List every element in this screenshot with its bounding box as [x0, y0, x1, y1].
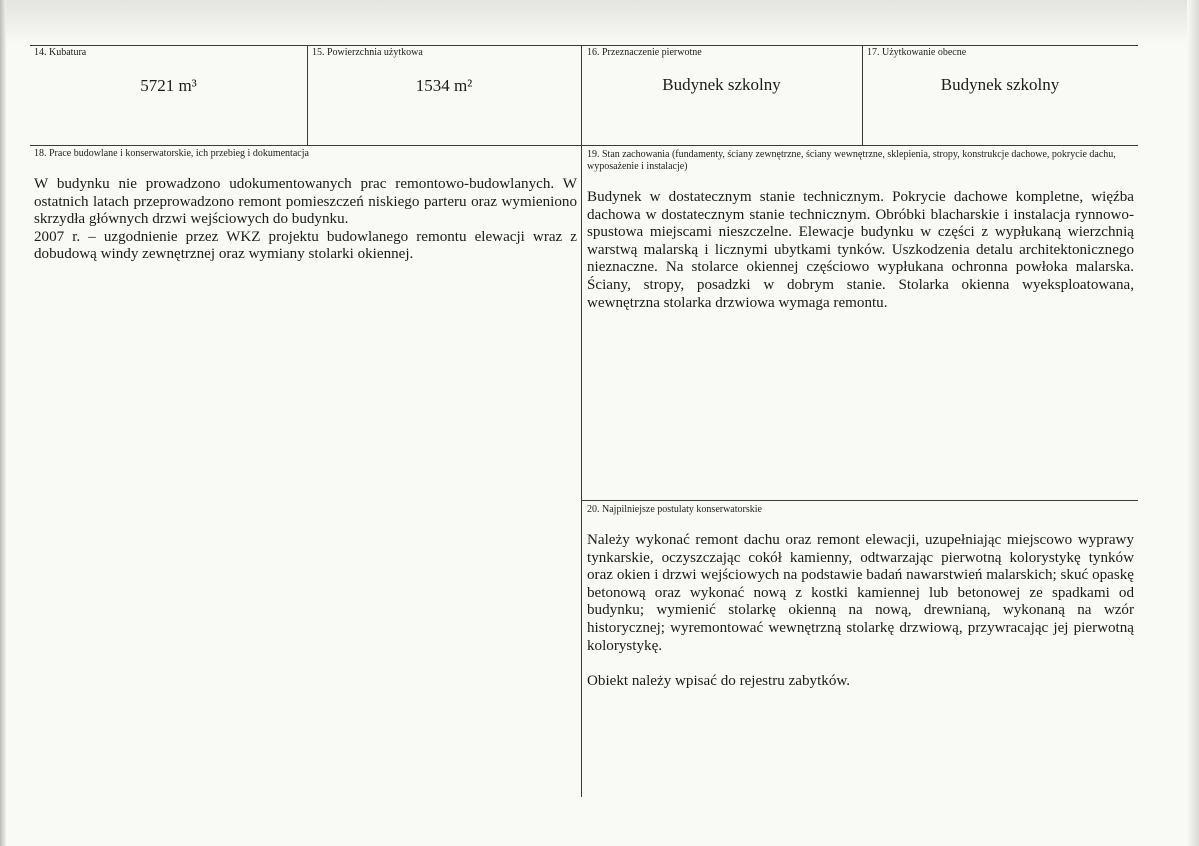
column-divider-2 [581, 45, 582, 797]
uzytkowanie-value: Budynek szkolny [940, 75, 1060, 94]
powierzchnia-label: 15. Powierzchnia użytkowa [312, 47, 423, 58]
row-divider [30, 145, 1138, 146]
kubatura-value: 5721 m³ [140, 76, 197, 95]
table-top-rule [30, 45, 1138, 46]
scan-shadow-top [0, 0, 1199, 44]
postulaty-text [587, 532, 1134, 690]
kubatura-label: 14. Kubatura [34, 47, 87, 58]
scan-shadow-right [1187, 0, 1199, 846]
uzytkowanie-label: 17. Użytkowanie obecne [867, 47, 967, 58]
stan-label: 19. Stan zachowania (fundamenty, ściany zewnętrzne, ściany wewnętrzne, sklepienia, stropy, konstrukcje dachowe, pokrycie dachu, wyposażenie i instalacje) [587, 149, 1116, 172]
przeznaczenie-value: Budynek szkolny [662, 75, 781, 94]
postulaty-closing: Obiekt należy wpisać do rejestru zabytków. [587, 672, 851, 689]
prace-text [34, 176, 577, 264]
scan-shadow-left [0, 0, 6, 846]
column-divider-3 [862, 45, 863, 145]
przeznaczenie-label: 16. Przeznaczenie pierwotne [587, 47, 702, 58]
prace-paragraph-1: W budynku nie prowadzono udokumentowanych prac remontowo-budowlanych. W ostatnich latach przeprowadzono remont pomieszczeń niskiego parteru oraz wymieniono skrzydła głównych drzwi wejściowych do budynku. [34, 176, 577, 228]
section-20-divider [581, 500, 1138, 501]
stan-text: Budynek w dostatecznym stanie technicznym. Pokrycie dachowe kompletne, więźba dachowa w dostatecznym stanie technicznym. Obróbki blacharskie i instalacja rynnowo-spustowa miejscami nieszczelne. Elewacje budynku w części z wypłukaną wierzchnią warstwą malarską i licznymi ubytkami tynków. Uszkodzenia detalu architektonicznego nieznaczne. Na stolarce okiennej częściowo wypłukana ochronna powłoka malarska. Ściany, stropy, posadzki w dobrym stanie. Stolarka okienna wyeksploatowana, wewnętrzna stolarka drzwiowa wymaga remontu. [587, 189, 1134, 311]
postulaty-paragraph: Należy wykonać remont dachu oraz remont elewacji, uzupełniając miejscowo wyprawy tynkarskie, oczyszczając cokół kamienny, odtwarzając pierwotną kolorystykę tynków oraz okien i drzwi wejściowych na podstawie badań nawarstwień malarskich; skuć opaskę betonową oraz wykonać nową z kostki kamiennej lub betonowej ze spadkami od budynku; wymienić stolarkę okienną na nową, drewnianą, wykonaną na wzór historycznej; wyremontować wewnętrzną stolarkę drzwiową, przywracając jej pierwotną kolorystykę. [587, 532, 1134, 654]
powierzchnia-value: 1534 m² [415, 76, 473, 95]
prace-label: 18. Prace budowlane i konserwatorskie, ich przebieg i dokumentacja [34, 148, 309, 159]
postulaty-label: 20. Najpilniejsze postulaty konserwatorskie [587, 504, 762, 515]
prace-paragraph-2: 2007 r. – uzgodnienie przez WKZ projektu budowlanego remontu elewacji wraz z dobudową windy zewnętrznej oraz wymiany stolarki okiennej. [34, 228, 577, 263]
